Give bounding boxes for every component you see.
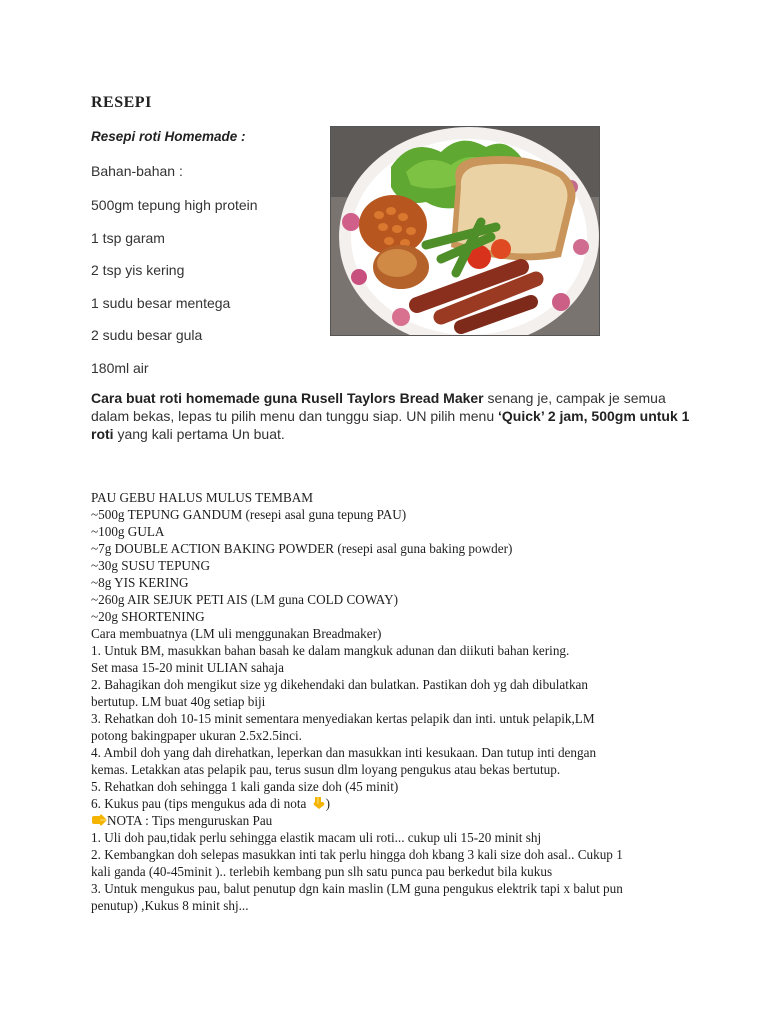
recipe-line: ~260g AIR SEJUK PETI AIS (LM guna COLD COWAY) xyxy=(91,592,399,607)
nota-heading xyxy=(91,812,691,829)
recipe-line: kemas. Letakkan atas pelapik pau, terus susun dlm loyang pengukus atau bekas bertutup. xyxy=(91,762,561,777)
ingredients-label: Bahan-bahan : xyxy=(91,163,183,179)
recipe-subheading: Resepi roti Homemade : xyxy=(91,129,246,144)
paragraph-bold-intro: Cara buat roti homemade guna Rusell Taylors Bread Maker xyxy=(91,390,484,406)
food-photo xyxy=(330,126,600,336)
ingredients-list xyxy=(91,196,258,391)
recipe-line: Cara membuatnya (LM uli menggunakan Breadmaker) xyxy=(91,626,382,641)
recipe-line: potong bakingpaper ukuran 2.5x2.5inci. xyxy=(91,728,302,743)
recipe-line: 4. Ambil doh yang dah direhatkan, leperkan dan masukkan inti kesukaan. Dan tutup inti dengan xyxy=(91,745,597,760)
recipe-line: ~30g SUSU TEPUNG xyxy=(91,558,211,573)
ingredient-item: 180ml air xyxy=(91,359,149,376)
recipe-line: ~20g SHORTENING xyxy=(91,609,205,624)
paragraph-bold-quick: ‘Quick’ 2 jam, 500gm untuk 1 roti xyxy=(91,408,690,442)
paragraph-text: senang je, campak je semua dalam bekas, lepas tu pilih menu dan tunggu siap. UN pilih menu xyxy=(91,390,666,424)
nota-line: penutup) ,Kukus 8 minit shj... xyxy=(91,898,249,913)
recipe-line-tips xyxy=(91,795,691,812)
ingredient-item: 1 tsp garam xyxy=(91,229,165,246)
recipe-line: ~500g TEPUNG GANDUM (resepi asal guna tepung PAU) xyxy=(91,507,407,522)
pointing-right-hand-icon xyxy=(91,813,107,827)
ingredient-item: 1 sudu besar mentega xyxy=(91,294,231,311)
food-photo-illustration xyxy=(331,127,599,335)
paragraph-text-end: yang kali pertama Un buat. xyxy=(113,426,285,442)
recipe-line: bertutup. LM buat 40g setiap biji xyxy=(91,694,266,709)
ingredient-item: 500gm tepung high protein xyxy=(91,197,258,213)
tips-text-close: ) xyxy=(325,796,331,811)
pointing-down-hand-icon xyxy=(310,796,326,810)
ingredient-item: 2 sudu besar gula xyxy=(91,327,203,343)
recipe-line: ~100g GULA xyxy=(91,524,165,539)
recipe-line: 1. Untuk BM, masukkan bahan basah ke dalam mangkuk adunan dan diikuti bahan kering. xyxy=(91,643,570,658)
recipe-title: PAU GEBU HALUS MULUS TEMBAM xyxy=(91,490,314,505)
recipe-line: 3. Rehatkan doh 10-15 minit sementara menyediakan kertas pelapik dan inti. untuk pelapik,LM xyxy=(91,711,595,726)
recipe-line: 5. Rehatkan doh sehingga 1 kali ganda size doh (45 minit) xyxy=(91,779,399,794)
nota-line: 2. Kembangkan doh selepas masukkan inti tak perlu hingga doh kbang 3 kali size doh asal.. Cukup 1 xyxy=(91,847,623,862)
nota-line: 1. Uli doh pau,tidak perlu sehingga elastik macam uli roti... cukup uli 15-20 minit shj xyxy=(91,830,542,845)
nota-title: NOTA : Tips menguruskan Pau xyxy=(107,813,273,828)
tips-text: 6. Kukus pau (tips mengukus ada di nota xyxy=(91,796,310,811)
ingredient-item: 2 tsp yis kering xyxy=(91,262,185,278)
recipe-line: Set masa 15-20 minit ULIAN sahaja xyxy=(91,660,285,675)
nota-line: kali ganda (40-45minit ).. terlebih kembang pun slh satu punca pau berkedut bila kukus xyxy=(91,864,553,879)
nota-line: 3. Untuk mengukus pau, balut penutup dgn kain maslin (LM guna pengukus elektrik tapi x balut pun xyxy=(91,881,623,896)
page-heading: RESEPI xyxy=(91,94,152,111)
recipe-line: 2. Bahagikan doh mengikut size yg dikehendaki dan bulatkan. Pastikan doh yg dah dibulatkan xyxy=(91,677,588,692)
bread-maker-paragraph xyxy=(91,389,691,443)
recipe-line: ~7g DOUBLE ACTION BAKING POWDER (resepi asal guna baking powder) xyxy=(91,541,513,556)
pau-recipe xyxy=(91,489,691,914)
recipe-line: ~8g YIS KERING xyxy=(91,575,189,590)
